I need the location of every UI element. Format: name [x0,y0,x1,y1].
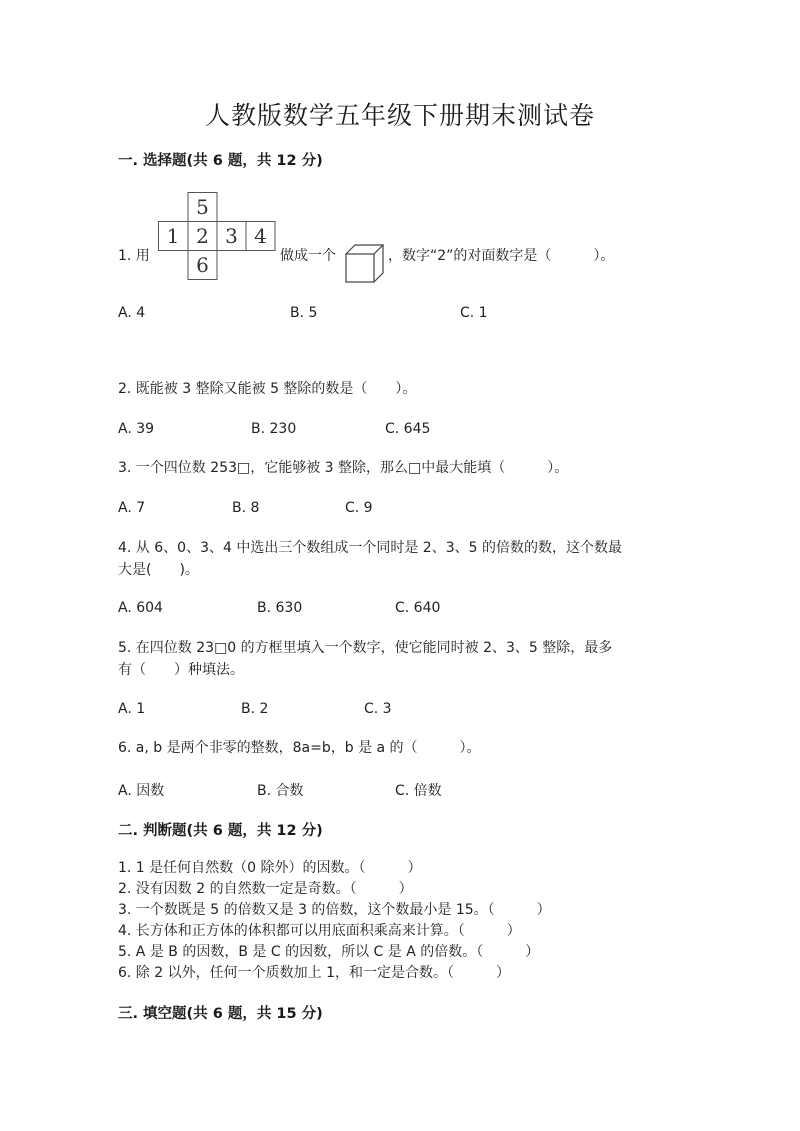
q2-option-a: A. 39 [118,421,155,437]
q6-option-c: C. 倍数 [395,783,442,799]
net-digit-2: 2 [196,224,209,248]
q5-option-b: B. 2 [241,701,269,717]
section-heading-fill: 三. 填空题(共 6 题，共 15 分) [118,1006,323,1022]
judge-item-1: 1. 1 是任何自然数（0 除外）的因数。（ ） [118,860,422,876]
net-digit-1: 1 [166,224,180,248]
judge-item-6: 6. 除 2 以外，任何一个质数加上 1，和一定是合数。（ ） [118,965,510,981]
q6-option-b: B. 合数 [257,783,304,799]
q6-option-a: A. 因数 [118,783,165,799]
judge-item-4: 4. 长方体和正方体的体积都可以用底面积乘高来计算。（ ） [118,923,521,939]
section-heading-judge: 二. 判断题(共 6 题，共 12 分) [118,823,323,839]
q1-option-c: C. 1 [460,305,488,321]
q2-text: 2. 既能被 3 整除又能被 5 整除的数是（ ）。 [118,381,417,397]
q3-text: 3. 一个四位数 253□，它能够被 3 整除，那么□中最大能填（ ）。 [118,460,569,476]
net-digit-bottom: 6 [196,253,209,277]
page-title: 人教版数学五年级下册期末测试卷 [204,101,595,130]
q1-option-b: B. 5 [290,305,318,321]
q1-suffix: ，数字“2”的对面数字是（ ）。 [388,248,615,264]
cube-icon [345,244,385,284]
cube-net-figure [158,192,276,280]
q4-option-c: C. 640 [395,600,441,616]
q3-option-b: B. 8 [232,500,260,516]
judge-item-3: 3. 一个数既是 5 的倍数又是 3 的倍数，这个数最小是 15。（ ） [118,902,551,918]
q6-text: 6. a, b 是两个非零的整数，8a=b，b 是 a 的（ ）。 [118,740,481,756]
net-digit-3: 3 [225,224,238,248]
q1-prefix: 1. 用 [118,248,150,264]
judge-item-2: 2. 没有因数 2 的自然数一定是奇数。（ ） [118,881,413,897]
q1-middle: 做成一个 [280,248,336,264]
net-digit-top: 5 [196,195,209,219]
q2-option-b: B. 230 [251,421,297,437]
q5-line-1: 5. 在四位数 23□0 的方框里填入一个数字，使它能同时被 2、3、5 整除，最多 [118,640,613,656]
q5-line-2: 有（ ）种填法。 [118,662,244,678]
judge-item-5: 5. A 是 B 的因数，B 是 C 的因数，所以 C 是 A 的倍数。（ ） [118,944,540,960]
q5-option-c: C. 3 [364,701,392,717]
q4-line-1: 4. 从 6、0、3、4 中选出三个数组成一个同时是 2、3、5 的倍数的数，这个数最 [118,540,622,556]
q4-line-2: 大是( )。 [118,562,199,578]
net-digit-4: 4 [254,224,267,248]
q1-option-a: A. 4 [118,305,146,321]
q5-option-a: A. 1 [118,701,146,717]
q3-option-a: A. 7 [118,500,146,516]
q3-option-c: C. 9 [345,500,373,516]
q4-option-a: A. 604 [118,600,163,616]
section-heading-choice: 一. 选择题(共 6 题，共 12 分) [118,153,323,169]
q2-option-c: C. 645 [385,421,431,437]
q4-option-b: B. 630 [257,600,303,616]
